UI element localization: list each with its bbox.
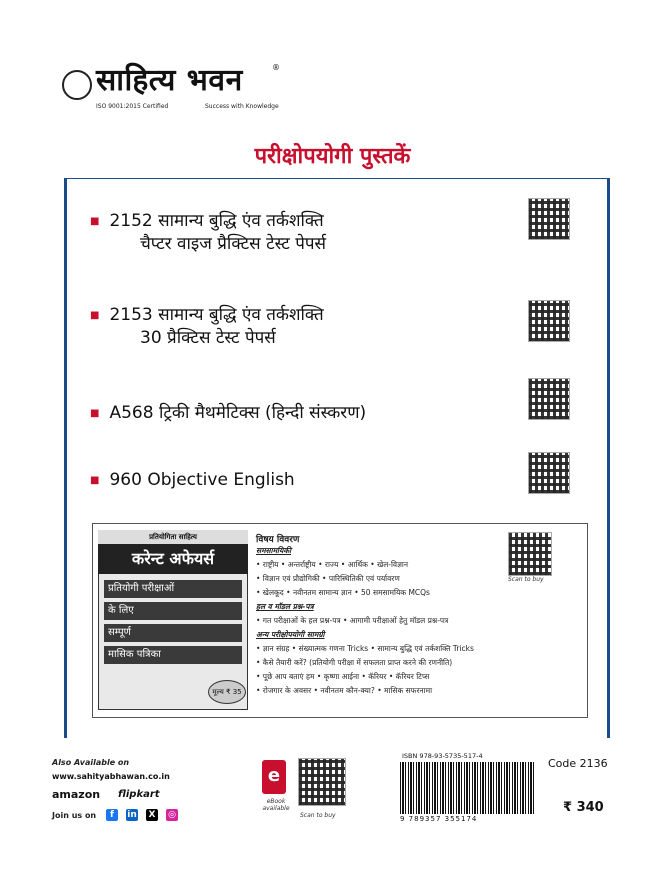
- ad-subheading: समसामयिकी: [256, 546, 292, 555]
- bullet-icon: ■: [90, 474, 100, 486]
- qr-code-icon: [528, 378, 570, 420]
- qr-code-icon: [298, 758, 346, 806]
- book-item-a568: [90, 400, 366, 423]
- cover-price-badge: मूल्य ₹ 35: [208, 680, 246, 704]
- book-code: 960: [109, 470, 142, 490]
- book-code-label: Code 2136: [548, 757, 608, 770]
- cover-line: मासिक पत्रिका: [104, 646, 242, 664]
- bullet-icon: ■: [90, 407, 100, 419]
- ad-heading: विषय विवरण: [256, 535, 300, 545]
- ebook-label: eBook available: [262, 798, 290, 812]
- join-us-label: Join us on: [52, 811, 97, 820]
- ad-line: • कैसे तैयारी करें? (प्रतियोगी परीक्षा में सफलता प्राप्त करने की रणनीति): [256, 658, 453, 667]
- scan-caption: Scan to buy: [508, 576, 544, 583]
- cover-line: प्रतियोगी परीक्षाओं: [104, 580, 242, 598]
- qr-code-icon: [528, 300, 570, 342]
- book-item-2153: [90, 302, 324, 348]
- iso-certification: ISO 9001:2015 Certified: [96, 103, 169, 110]
- ad-line: • ज्ञान संग्रह • संख्यात्मक गणना Tricks • सामान्य बुद्धि एवं तर्कशक्ति Tricks: [256, 644, 474, 653]
- qr-code-icon: [508, 532, 552, 576]
- cover-title: करेन्ट अफेयर्स: [98, 544, 248, 574]
- brand-logo: साहित्य भवन: [96, 63, 243, 98]
- book-subtitle: 30 प्रैक्टिस टेस्ट पेपर्स: [140, 328, 276, 348]
- book-title: सामान्य बुद्धि एंव तर्कशक्ति: [158, 211, 324, 231]
- instagram-icon[interactable]: ◎: [166, 809, 178, 821]
- cover-line: के लिए: [104, 602, 242, 620]
- logo-emblem-icon: [62, 70, 92, 100]
- flipkart-logo[interactable]: flipkart: [118, 789, 160, 800]
- ad-line: • खेलकूद • नवीनतम सामान्य ज्ञान • 50 समसामयिक MCQs: [256, 588, 430, 597]
- barcode-icon: [400, 762, 534, 814]
- qr-code-icon: [528, 452, 570, 494]
- also-available-label: Also Available on: [52, 758, 130, 767]
- cover-publisher: प्रतियोगिता साहित्य: [98, 530, 248, 544]
- qr-code-icon: [528, 198, 570, 240]
- linkedin-icon[interactable]: in: [127, 810, 137, 820]
- book-item-2152: [90, 208, 326, 254]
- bullet-icon: ■: [90, 309, 100, 321]
- book-title: सामान्य बुद्धि एंव तर्कशक्ति: [158, 305, 324, 325]
- book-code: 2153: [109, 305, 153, 325]
- book-item-960: [90, 470, 295, 490]
- price-label: ₹ 340: [563, 800, 604, 815]
- tagline: Success with Knowledge: [205, 103, 279, 110]
- ad-line: • विज्ञान एवं प्रौद्योगिकी • पारिस्थितिकी एवं पर्यावरण: [256, 574, 400, 583]
- ad-line: • गत परीक्षाओं के हल प्रश्न-पत्र • आगामी परीक्षाओं हेतु मॉडल प्रश्न-पत्र: [256, 616, 449, 625]
- ad-subheading: अन्य परीक्षोपयोगी सामग्री: [256, 630, 325, 639]
- ebook-icon[interactable]: e: [262, 760, 286, 794]
- scan-caption: Scan to buy: [300, 812, 336, 819]
- isbn-text: ISBN 978-93-5735-517-4: [402, 752, 483, 760]
- cover-line: सम्पूर्ण: [104, 624, 242, 642]
- book-code: 2152: [109, 211, 153, 231]
- facebook-icon[interactable]: f: [106, 809, 118, 821]
- barcode-number: 9 789357 355174: [400, 815, 478, 823]
- bullet-icon: ■: [90, 215, 100, 227]
- website-link[interactable]: www.sahityabhawan.co.in: [52, 772, 170, 781]
- ad-line: • रोजगार के अवसर • नवीनतम कौन-क्या? • मासिक सफरनामा: [256, 686, 433, 695]
- book-subtitle: चैप्टर वाइज प्रैक्टिस टेस्ट पेपर्स: [140, 234, 327, 254]
- section-title: परीक्षोपयोगी पुस्तकें: [254, 144, 411, 169]
- x-twitter-icon[interactable]: X: [146, 809, 158, 821]
- book-code: A568: [109, 403, 154, 423]
- ad-line: • पूछे आप बताएं हम • कृष्णा आईना • कॅरियर • कॅरियर टिप्स: [256, 672, 430, 681]
- amazon-logo[interactable]: amazon: [52, 788, 101, 801]
- book-title: ट्रिकी मैथमेटिक्स (हिन्दी संस्करण): [158, 403, 367, 423]
- ad-line: • राष्ट्रीय • अन्तर्राष्ट्रीय • राज्य • आर्थिक • खेल-विज्ञान: [256, 560, 409, 569]
- book-title: Objective English: [147, 470, 295, 490]
- registered-mark: ®: [272, 63, 280, 72]
- ad-subheading: हल व मॉडल प्रश्न-पत्र: [256, 602, 314, 611]
